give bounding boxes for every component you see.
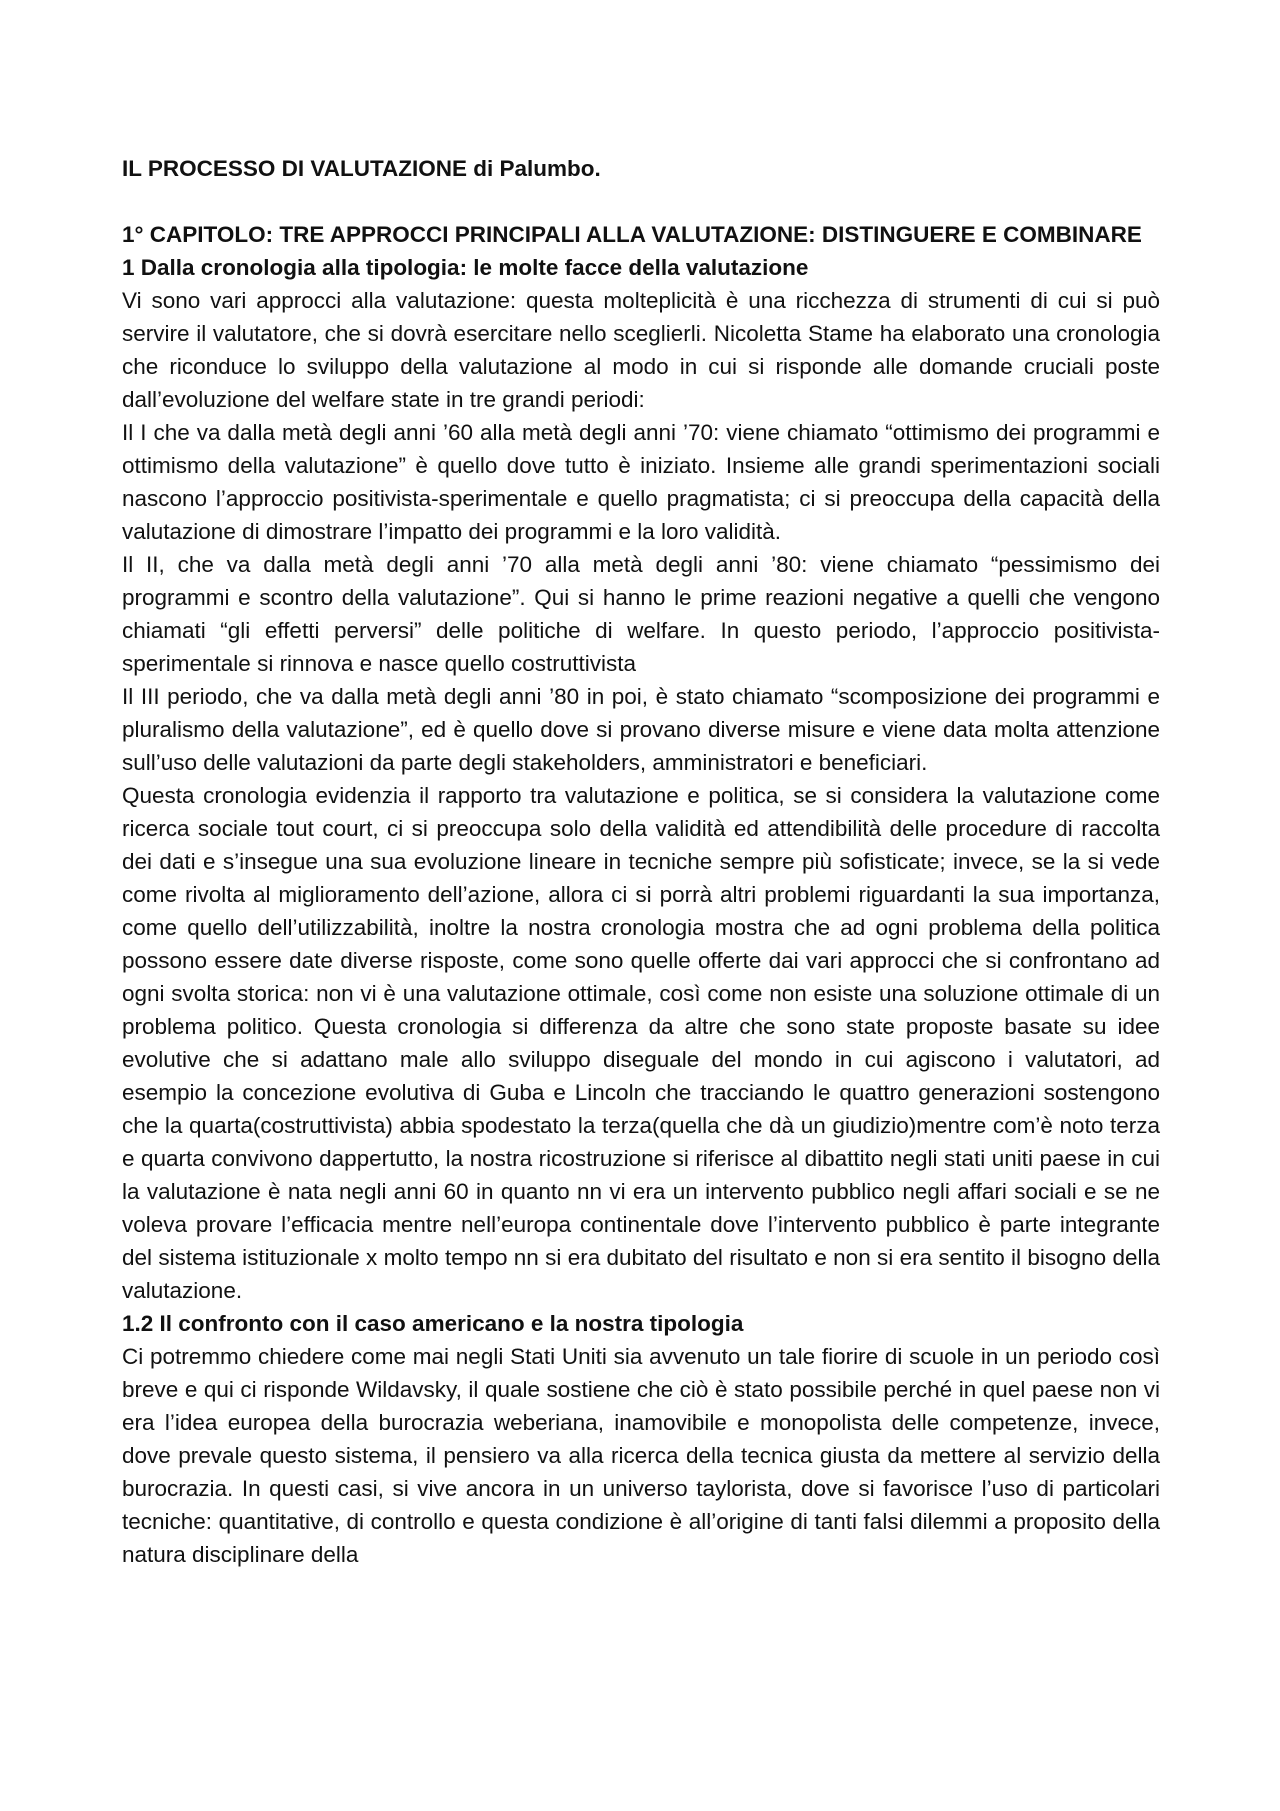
paragraph-intro: Vi sono vari approcci alla valutazione: questa molteplicità è una ricchezza di strumenti di cui si può servire il valutatore, che si dovrà esercitare nello sceglierli. Nicoletta Stame ha elaborato una cronologia che riconduce lo sviluppo della valutazione al modo in cui si risponde alle domande cruciali poste dall’evoluzione del welfare state in tre grandi periodi: (122, 288, 1160, 412)
spacer (122, 185, 1160, 218)
document-title: IL PROCESSO DI VALUTAZIONE di Palumbo. (122, 156, 601, 181)
document-body (122, 152, 1160, 1571)
paragraph-period-1: Il I che va dalla metà degli anni ’60 alla metà degli anni ’70: viene chiamato “ottimismo dei programmi e ottimismo della valutazione” è quello dove tutto è iniziato. Insieme alle grandi sperimentazioni sociali nascono l’approccio positivista-sperimentale e quello pragmatista; ci si preoccupa della capacità della valutazione di dimostrare l’impatto dei programmi e la loro validità. (122, 420, 1160, 544)
paragraph-american-case: Ci potremmo chiedere come mai negli Stati Uniti sia avvenuto un tale fiorire di scuole in un periodo così breve e qui ci risponde Wildavsky, il quale sostiene che ciò è stato possibile perché in quel paese non vi era l’idea europea della burocrazia weberiana, inamovibile e monopolista delle competenze, invece, dove prevale questo sistema, il pensiero va alla ricerca della tecnica giusta da mettere al servizio della burocrazia. In questi casi, si vive ancora in un universo taylorista, dove si favorisce l’uso di particolari tecniche: quantitative, di controllo e questa condizione è all’origine di tanti falsi dilemmi a proposito della natura disciplinare della (122, 1344, 1160, 1567)
paragraph-chronology-analysis: Questa cronologia evidenzia il rapporto tra valutazione e politica, se si considera la valutazione come ricerca sociale tout court, ci si preoccupa solo della validità ed attendibilità delle procedure di raccolta dei dati e s’insegue una sua evoluzione lineare in tecniche sempre più sofisticate; invece, se la si vede come rivolta al miglioramento dell’azione, allora ci si porrà altri problemi riguardanti la sua importanza, come quello dell’utilizzabilità, inoltre la nostra cronologia mostra che ad ogni problema della politica possono essere date diverse risposte, come sono quelle offerte dai vari approcci che si confrontano ad ogni svolta storica: non vi è una valutazione ottimale, così come non esiste una soluzione ottimale di un problema politico. Questa cronologia si differenza da altre che sono state proposte basate su idee evolutive che si adattano male allo sviluppo diseguale del mondo in cui agiscono i valutatori, ad esempio la concezione evolutiva di Guba e Lincoln che tracciando le quattro generazioni sostengono che la quarta(costruttivista) abbia spodestato la terza(quella che dà un giudizio)mentre com’è noto terza e quarta convivono dappertutto, la nostra ricostruzione si riferisce al dibattito negli stati uniti paese in cui la valutazione è nata negli anni 60 in quanto nn vi era un intervento pubblico negli affari sociali e se ne voleva provare l’efficacia mentre nell’europa continentale dove l’intervento pubblico è parte integrante del sistema istituzionale x molto tempo nn si era dubitato del risultato e non si era sentito il bisogno della valutazione. (122, 783, 1160, 1303)
section-title-1: 1 Dalla cronologia alla tipologia: le molte facce della valutazione (122, 255, 809, 280)
paragraph-period-2: Il II, che va dalla metà degli anni ’70 alla metà degli anni ’80: viene chiamato “pessimismo dei programmi e scontro della valutazione”. Qui si hanno le prime reazioni negative a quelli che vengono chiamati “gli effetti perversi” delle politiche di welfare. In questo periodo, l’approccio positivista-sperimentale si rinnova e nasce quello costruttivista (122, 552, 1160, 676)
section-title-2: 1.2 Il confronto con il caso americano e la nostra tipologia (122, 1311, 744, 1336)
chapter-title: 1° CAPITOLO: TRE APPROCCI PRINCIPALI ALLA VALUTAZIONE: DISTINGUERE E COMBINARE (122, 222, 1142, 247)
paragraph-period-3: Il III periodo, che va dalla metà degli anni ’80 in poi, è stato chiamato “scomposizione dei programmi e pluralismo della valutazione”, ed è quello dove si provano diverse misure e viene data molta attenzione sull’uso delle valutazioni da parte degli stakeholders, amministratori e beneficiari. (122, 684, 1160, 775)
